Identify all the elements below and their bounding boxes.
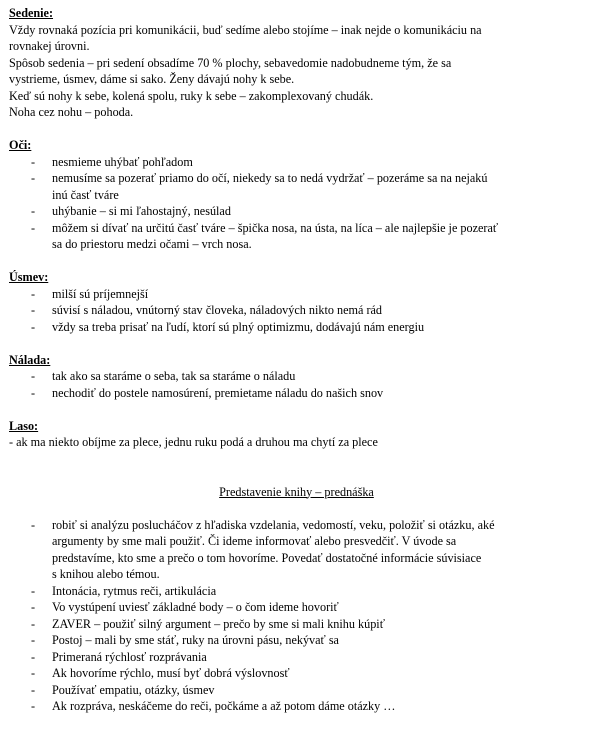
list-item xyxy=(9,649,589,666)
dash-bullet: - xyxy=(31,583,36,598)
list-item xyxy=(9,583,589,600)
spacer xyxy=(9,401,589,418)
list-item xyxy=(9,220,589,253)
list-item-text: nechodiť do postele namosúrení, premietame náladu do našich snov xyxy=(52,385,384,400)
bullet-list-prednaska xyxy=(9,517,589,715)
list-item-text: Používať empatiu, otázky, úsmev xyxy=(52,682,215,697)
prednaska-title: Predstavenie knihy – prednáška xyxy=(219,484,374,499)
heading-usmev: Úsmev: xyxy=(9,270,49,284)
list-item xyxy=(9,665,589,682)
section-usmev xyxy=(9,269,589,335)
dash-bullet: - xyxy=(31,303,36,317)
list-item-text: predstavíme, kto sme a prečo o tom hovoríme. Povedať dostatočné informácie súvisiace xyxy=(52,550,482,565)
dash-bullet: - xyxy=(31,154,36,169)
list-item xyxy=(9,302,589,319)
list-item xyxy=(9,682,589,699)
list-item xyxy=(9,286,589,303)
heading-oci: Oči: xyxy=(9,138,32,152)
list-item-text: argumenty by sme mali použiť. Či ideme informovať alebo presvedčiť. V úvode sa xyxy=(52,534,457,548)
list-item xyxy=(9,632,589,649)
list-item-text: môžem si dívať na určitú časť tváre – špička nosa, na ústa, na líca – ale najlepšie je pozerať xyxy=(52,220,499,235)
list-item-text: robiť si analýzu poslucháčov z hľadiska vzdelania, vedomostí, veku, položiť si otázku, aké xyxy=(52,517,495,532)
list-item-text: milší sú príjemnejší xyxy=(52,286,149,301)
list-item xyxy=(9,616,589,633)
dash-bullet: - xyxy=(31,385,36,400)
list-item-text: sa do priestoru medzi očami – vrch nosa. xyxy=(52,237,252,251)
dash-bullet: - xyxy=(31,600,36,614)
paragraph-line: - ak ma niekto obíjme za plece, jednu ruku podá a druhou ma chytí za plece xyxy=(9,435,378,449)
list-item-text: ZAVER – použiť silný argument – prečo by sme si mali knihu kúpiť xyxy=(52,616,385,631)
dash-bullet: - xyxy=(31,666,36,680)
list-item-text: nemusíme sa pozerať priamo do očí, niekedy sa to nedá vydržať – pozeráme sa na nejakú xyxy=(52,171,488,185)
list-item-text: nesmieme uhýbať pohľadom xyxy=(52,154,193,169)
list-item xyxy=(9,698,589,715)
section-prednaska xyxy=(9,484,589,715)
dash-bullet: - xyxy=(31,682,36,697)
list-item xyxy=(9,368,589,385)
dash-bullet: - xyxy=(31,286,36,301)
spacer xyxy=(9,467,589,484)
document-page xyxy=(9,5,589,715)
section-oci xyxy=(9,137,589,253)
paragraph-line: rovnakej úrovni. xyxy=(9,39,90,53)
list-item xyxy=(9,154,589,171)
dash-bullet: - xyxy=(31,649,36,664)
spacer xyxy=(9,121,589,138)
dash-bullet: - xyxy=(31,204,36,218)
list-item-text: Ak hovoríme rýchlo, musí byť dobrá výslovnosť xyxy=(52,666,290,680)
list-item-text: Postoj – mali by sme stáť, ruky na úrovni pásu, nekývať sa xyxy=(52,633,339,647)
paragraph-line: Keď sú nohy k sebe, kolená spolu, ruky k sebe – zakomplexovaný chudák. xyxy=(9,88,374,103)
dash-bullet: - xyxy=(31,699,36,713)
list-item-text: uhýbanie – si mi ľahostajný, nesúlad xyxy=(52,204,231,218)
section-nalada xyxy=(9,352,589,402)
paragraph-line: vystrieme, úsmev, dáme si sako. Ženy dávajú nohy k sebe. xyxy=(9,72,295,86)
bullet-list-nalada xyxy=(9,368,589,401)
section-sedenie xyxy=(9,5,589,121)
heading-laso: Laso: xyxy=(9,418,39,433)
spacer xyxy=(9,335,589,352)
list-item-text: tak ako sa staráme o seba, tak sa staráme o náladu xyxy=(52,369,296,383)
section-laso xyxy=(9,418,589,451)
bullet-list-usmev xyxy=(9,286,589,336)
list-item xyxy=(9,319,589,336)
list-item-text: inú časť tváre xyxy=(52,187,119,202)
dash-bullet: - xyxy=(31,171,36,185)
heading-sedenie: Sedenie: xyxy=(9,6,54,20)
dash-bullet: - xyxy=(31,319,36,334)
bullet-list-oci xyxy=(9,154,589,253)
spacer xyxy=(9,500,589,517)
list-item-text: s knihou alebo témou. xyxy=(52,567,160,581)
dash-bullet: - xyxy=(31,616,36,631)
list-item xyxy=(9,517,589,583)
spacer xyxy=(9,253,589,270)
paragraph-line: Spôsob sedenia – pri sedení obsadíme 70 % plochy, sebavedomie nadobudneme tým, že sa xyxy=(9,55,452,70)
dash-bullet: - xyxy=(31,633,36,647)
paragraph-line: Vždy rovnaká pozícia pri komunikácii, buď sedíme alebo stojíme – inak nejde o komunikáciu na xyxy=(9,22,482,37)
list-item xyxy=(9,203,589,220)
paragraph-line: Noha cez nohu – pohoda. xyxy=(9,105,134,119)
list-item-text: súvisí s náladou, vnútorný stav človeka, náladových nikto nemá rád xyxy=(52,303,383,317)
list-item-text: vždy sa treba prisať na ľudí, ktorí sú plný optimizmu, dodávajú nám energiu xyxy=(52,319,425,334)
dash-bullet: - xyxy=(31,220,36,235)
list-item xyxy=(9,599,589,616)
list-item-text: Primeraná rýchlosť rozprávania xyxy=(52,649,207,664)
spacer xyxy=(9,451,589,468)
dash-bullet: - xyxy=(31,369,36,383)
heading-nalada: Nálada: xyxy=(9,352,51,367)
list-item-text: Vo vystúpení uviesť základné body – o čom ideme hovoriť xyxy=(52,600,339,614)
list-item-text: Intonácia, rytmus reči, artikulácia xyxy=(52,583,217,598)
list-item xyxy=(9,385,589,402)
list-item xyxy=(9,170,589,203)
dash-bullet: - xyxy=(31,517,36,532)
list-item-text: Ak rozpráva, neskáčeme do reči, počkáme a až potom dáme otázky … xyxy=(52,699,396,713)
